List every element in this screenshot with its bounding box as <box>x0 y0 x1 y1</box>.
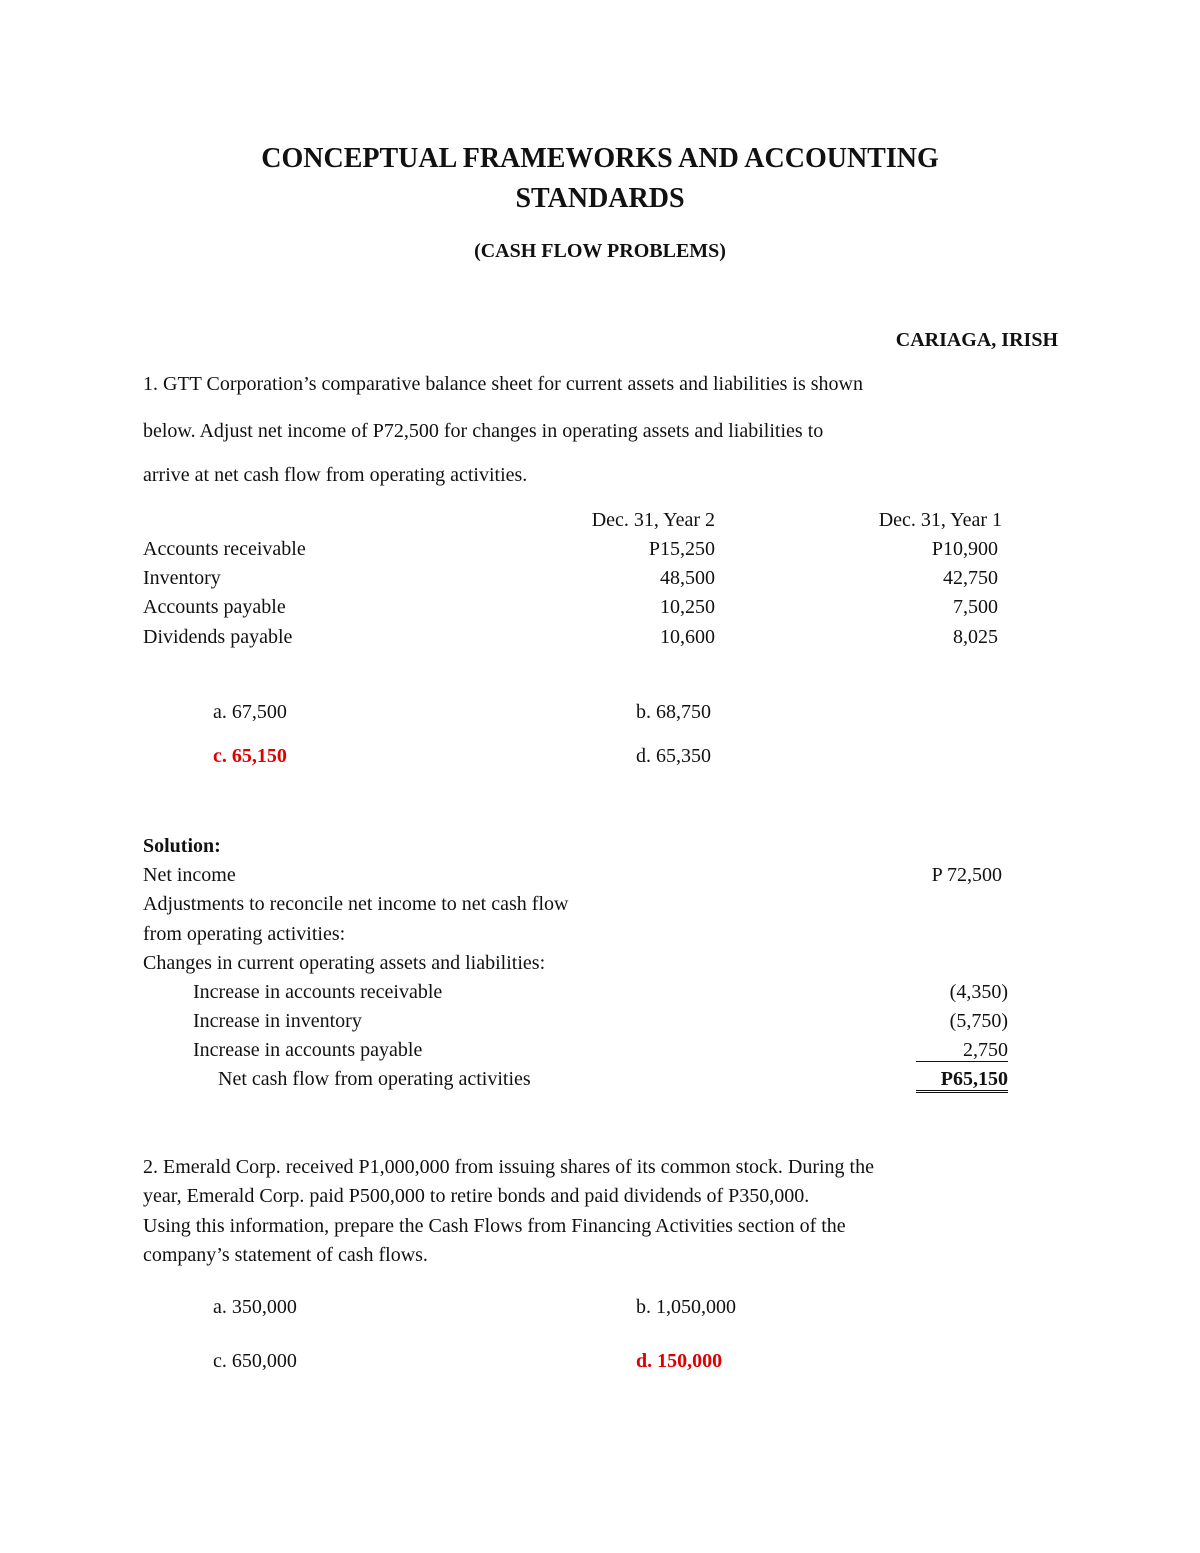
q1-row-year-1: 7,500 <box>953 596 998 618</box>
subtitle: (CASH FLOW PROBLEMS) <box>474 240 726 262</box>
author-name: CARIAGA, IRISH <box>895 329 1058 351</box>
q2-text-line-3: Using this information, prepare the Cash Flows from Financing Activities section of the <box>143 1215 846 1237</box>
title-line-2: STANDARDS <box>515 183 685 214</box>
q1-choice-c-answer: c. 65,150 <box>213 745 287 767</box>
solution-net-income-label: Net income <box>143 864 236 886</box>
q1-choice-d: d. 65,350 <box>636 745 711 767</box>
q1-row-year-2: 10,250 <box>660 596 715 618</box>
solution-item-value: (5,750) <box>949 1010 1008 1032</box>
q1-choice-b: b. 68,750 <box>636 701 711 723</box>
q2-choice-c: c. 650,000 <box>213 1350 297 1372</box>
solution-changes-label: Changes in current operating assets and liabilities: <box>143 952 546 974</box>
solution-item-label: Increase in accounts payable <box>193 1039 423 1061</box>
q1-text-line-1: 1. GTT Corporation’s comparative balance sheet for current assets and liabilities is shown <box>143 373 863 395</box>
q2-choice-b: b. 1,050,000 <box>636 1296 736 1318</box>
q1-choice-a: a. 67,500 <box>213 701 287 723</box>
solution-total-value: P65,150 <box>916 1068 1008 1093</box>
q1-text-line-3: arrive at net cash flow from operating activities. <box>143 464 528 486</box>
solution-net-income-value: P 72,500 <box>931 864 1002 886</box>
solution-total-label: Net cash flow from operating activities <box>218 1068 531 1090</box>
q1-row-label: Dividends payable <box>143 626 293 648</box>
q1-row-label: Inventory <box>143 567 221 589</box>
q1-row-label: Accounts receivable <box>143 538 306 560</box>
q2-choice-d-answer: d. 150,000 <box>636 1350 723 1372</box>
solution-heading: Solution: <box>143 835 221 857</box>
q1-row-label: Accounts payable <box>143 596 286 618</box>
q2-choice-a: a. 350,000 <box>213 1296 297 1318</box>
solution-adjustments-line-1: Adjustments to reconcile net income to net cash flow <box>143 893 569 915</box>
solution-item-value: 2,750 <box>916 1039 1008 1062</box>
solution-adjustments-line-2: from operating activities: <box>143 923 346 945</box>
q1-row-year-1: 42,750 <box>943 567 998 589</box>
q1-header-year-2: Dec. 31, Year 2 <box>591 509 715 531</box>
q1-row-year-1: P10,900 <box>931 538 998 560</box>
q1-row-year-2: P15,250 <box>648 538 715 560</box>
q2-text-line-4: company’s statement of cash flows. <box>143 1244 428 1266</box>
q1-header-year-1: Dec. 31, Year 1 <box>878 509 1002 531</box>
q1-row-year-1: 8,025 <box>953 626 998 648</box>
solution-item-label: Increase in inventory <box>193 1010 362 1032</box>
title-line-1: CONCEPTUAL FRAMEWORKS AND ACCOUNTING <box>261 143 939 174</box>
q2-text-line-2: year, Emerald Corp. paid P500,000 to retire bonds and paid dividends of P350,000. <box>143 1185 810 1207</box>
q2-text-line-1: 2. Emerald Corp. received P1,000,000 from issuing shares of its common stock. During the <box>143 1156 874 1178</box>
solution-item-value: (4,350) <box>949 981 1008 1003</box>
q1-row-year-2: 10,600 <box>660 626 715 648</box>
q1-row-year-2: 48,500 <box>660 567 715 589</box>
solution-item-label: Increase in accounts receivable <box>193 981 443 1003</box>
q1-text-line-2: below. Adjust net income of P72,500 for changes in operating assets and liabilities to <box>143 420 824 442</box>
